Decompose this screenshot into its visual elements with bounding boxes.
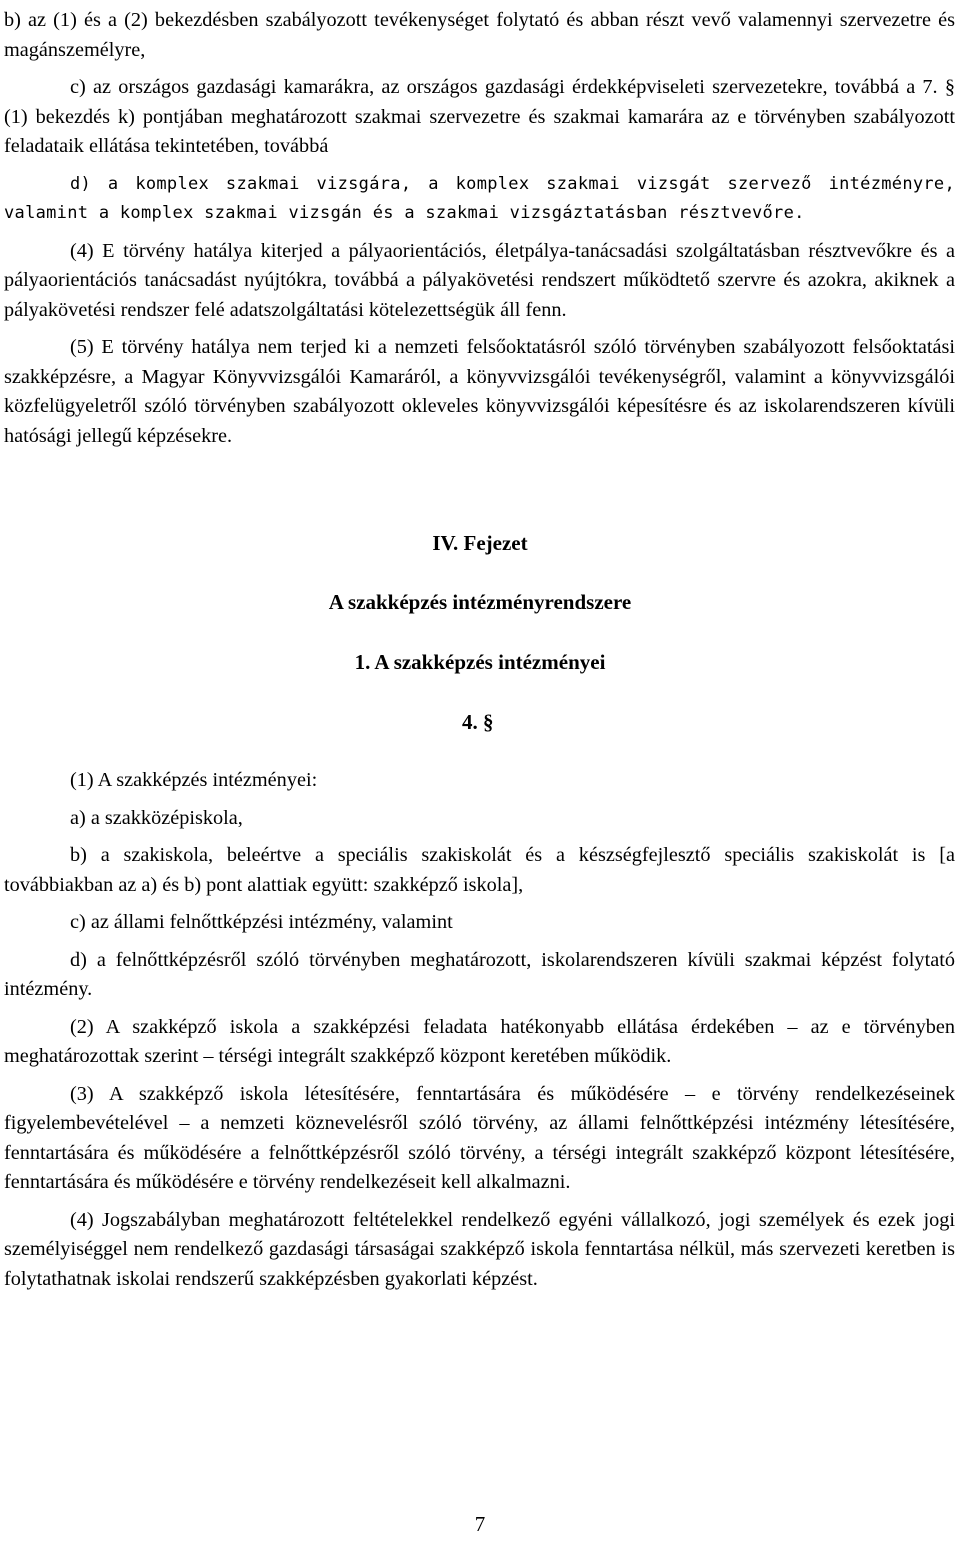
paragraph-b: b) az (1) és a (2) bekezdésben szabályozott tevékenységet folytató és abban részt vevő valamennyi szervezetre és magánszemélyre, bbox=[4, 9, 955, 61]
paragraph-4-1-a: a) a szakközépiskola, bbox=[70, 806, 243, 829]
paragraph-4-2: (2) A szakképző iskola a szakképzési feladata hatékonyabb ellátása érdekében – az e törvényben meghatározottak szerint – térségi integrált szakképző központ keretében működik. bbox=[4, 1015, 955, 1067]
paragraph-5: (5) E törvény hatálya nem terjed ki a nemzeti felsőoktatásról szóló törvényben szabályozott felsőoktatási szakképzésre, a Magyar Könyvvizsgálói Kamaráról, a könyvvizsgálói tevékenységről, valamint a könyvvizsgálói közfelügyeletről szóló törvényben szabályozott okleveles könyvvizsgálói képesítésre és az iskolarendszeren kívüli hatósági jellegű képzésekre. bbox=[4, 336, 955, 447]
page-number: 7 bbox=[474, 1512, 486, 1536]
section-number: 4. § bbox=[462, 710, 494, 734]
paragraph-4-3: (3) A szakképző iskola létesítésére, fenntartására és működésére – e törvény rendelkezéseinek figyelembevételével – a nemzeti köznevelésről szóló törvény, az állami felnőttképzési intézmény létesítésére, fenntartására és működésére a felnőttképzésről szóló törvény, a térségi integrált szakképző központ létesítésére, fenntartására és működésére e törvény rendelkezéseit kell alkalmazni. bbox=[4, 1082, 955, 1193]
chapter-title: A szakképzés intézményrendszere bbox=[328, 590, 632, 614]
paragraph-d: d) a komplex szakmai vizsgára, a komplex szakmai vizsgát szervező intézményre, valamint a komplex szakmai vizsgán és a szakmai vizsgáztatásban résztvevőre. bbox=[4, 173, 955, 223]
document-body-bottom bbox=[4, 766, 955, 1302]
paragraph-4-4: (4) Jogszabályban meghatározott feltételekkel rendelkező egyéni vállalkozó, jogi személyek és ezek jogi személyiséggel nem rendelkező gazdasági társaságai szakképző iskola fenntartása nélkül, más szervezeti keretben is folytathatnak iskolai rendszerű szakképzésben gyakorlati képzést. bbox=[4, 1208, 955, 1290]
document-body-top bbox=[4, 6, 955, 459]
chapter-heading: IV. Fejezet bbox=[432, 531, 528, 555]
paragraph-4-1-b: b) a szakiskola, beleértve a speciális szakiskolát és a készségfejlesztő speciális szakiskolát is [a továbbiakban az a) és b) pont alattiak együtt: szakképző iskola], bbox=[4, 844, 955, 896]
section-subtitle: 1. A szakképzés intézményei bbox=[354, 650, 606, 674]
paragraph-4-1-c: c) az állami felnőttképzési intézmény, valamint bbox=[70, 911, 453, 933]
paragraph-4: (4) E törvény hatálya kiterjed a pályaorientációs, életpálya-tanácsadási szolgáltatásban résztvevőkre és a pályaorientációs tanácsadást nyújtókra, továbbá a pályakövetési rendszert működtető szervre és azokra, akiknek a pályakövetési rendszer felé adatszolgáltatási kötelezettségük áll fenn. bbox=[4, 239, 955, 321]
paragraph-4-1: (1) A szakképzés intézményei: bbox=[70, 769, 318, 791]
paragraph-c: c) az országos gazdasági kamarákra, az országos gazdasági érdekképviseleti szervezetekre, továbbá a 7. § (1) bekezdés k) pontjában meghatározott szakmai szervezetre és szakmai kamarára az e törvényben szabályozott feladataik ellátása tekintetében, továbbá bbox=[4, 76, 955, 157]
paragraph-4-1-d: d) a felnőttképzésről szóló törvényben meghatározott, iskolarendszeren kívüli szakmai képzést folytató intézmény. bbox=[4, 948, 955, 1000]
